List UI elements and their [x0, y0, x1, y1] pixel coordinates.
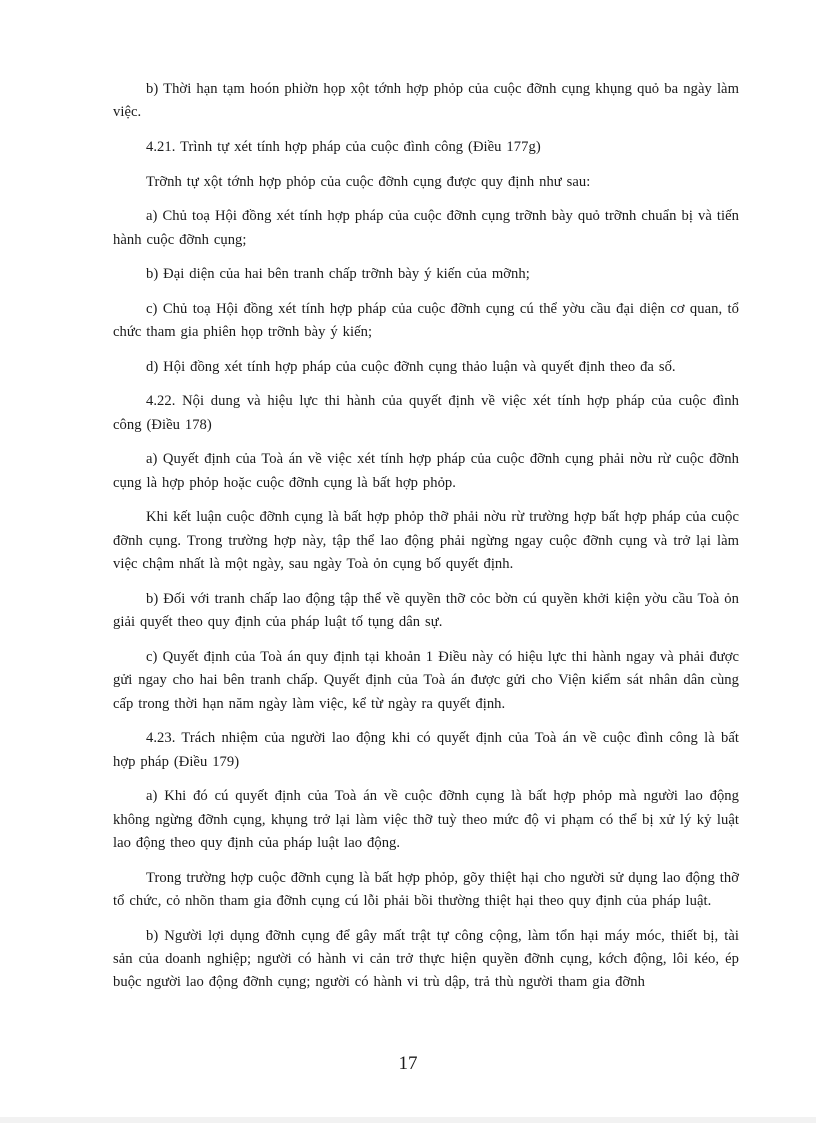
section-heading-4-23: 4.23. Trách nhiệm của người lao động khi có quyết định của Toà án về cuộc đình công là bất hợp pháp (Điều 179) — [113, 730, 739, 770]
page-bottom-edge — [0, 1117, 816, 1123]
section-heading-4-21: 4.21. Trình tự xét tính hợp pháp của cuộc đình công (Điều 177g) — [146, 139, 541, 155]
page-number: 17 — [398, 1053, 418, 1074]
paragraph-decision-a: a) Quyết định của Toà án về việc xét tính hợp pháp của cuộc đỡnh cụng phải nờu rừ cuộc đỡnh cụng là hợp phỏp hoặc cuộc đỡnh cụng là bất hợp phỏp. — [113, 451, 739, 491]
paragraph-decision-b: b) Đối với tranh chấp lao động tập thể về quyền thỡ cỏc bờn cú quyền khởi kiện yờu cầu Toà ỏn giải quyết theo quy định của pháp luật tố tụng dân sự. — [113, 590, 739, 631]
paragraph-procedure-b: b) Đại diện của hai bên tranh chấp trỡnh bày ý kiến của mỡnh; — [146, 266, 530, 283]
paragraph-responsibility-a: a) Khi đó cú quyết định của Toà án về cuộc đỡnh cụng là bất hợp phỏp mà người lao động không ngừng đỡnh cụng, khụng trở lại làm việc thỡ tuỳ theo mức độ vi phạm có thể bị xử lý kỷ luật lao động theo quy định của pháp luật lao động. — [113, 788, 739, 851]
paragraph-hearing-postponement: b) Thời hạn tạm hoón phiờn họp xột tớnh hợp phỏp của cuộc đỡnh cụng khụng quỏ ba ngày làm việc. — [113, 81, 739, 121]
paragraph-decision-illegal: Khi kết luận cuộc đỡnh cụng là bất hợp phỏp thỡ phải nờu rừ trường hợp bất hợp pháp của cuộc đỡnh cụng. Trong trường hợp này, tập thể lao động phải ngừng ngay cuộc đỡnh cụng và trở lại làm việc chậm nhất là một ngày, sau ngày Toà ỏn cụng bố quyết định. — [113, 509, 739, 573]
paragraph-procedure-intro: Trỡnh tự xột tớnh hợp phỏp của cuộc đỡnh cụng được quy định như sau: — [146, 173, 591, 190]
document-body — [113, 78, 739, 995]
paragraph-procedure-c: c) Chủ toạ Hội đồng xét tính hợp pháp của cuộc đỡnh cụng cú thể yờu cầu đại diện cơ quan, tổ chức tham gia phiên họp trỡnh bày ý kiến; — [113, 300, 739, 341]
paragraph-procedure-a: a) Chủ toạ Hội đồng xét tính hợp pháp của cuộc đỡnh cụng trỡnh bày quỏ trỡnh chuẩn bị và tiến hành cuộc đỡnh cụng; — [113, 208, 739, 248]
paragraph-decision-c: c) Quyết định của Toà án quy định tại khoản 1 Điều này có hiệu lực thi hành ngay và phải được gửi ngay cho hai bên tranh chấp. Quyết định của Toà án được gửi cho Viện kiểm sát nhân dân cùng cấp trong thời hạn năm ngày làm việc, kể từ ngày ra quyết định. — [113, 648, 739, 712]
paragraph-responsibility-b: b) Người lợi dụng đỡnh cụng để gây mất trật tự công cộng, làm tổn hại máy móc, thiết bị, tài sản của doanh nghiệp; người có hành vi cản trở thực hiện quyền đỡnh cụng, kớch động, lôi kéo, ép buộc người lao động đỡnh cụng; người có hành vi trù dập, trả thù người tham gia đỡnh — [113, 927, 739, 991]
paragraph-procedure-d: d) Hội đồng xét tính hợp pháp của cuộc đỡnh cụng thảo luận và quyết định theo đa số. — [146, 358, 676, 375]
section-heading-4-22: 4.22. Nội dung và hiệu lực thi hành của quyết định về việc xét tính hợp pháp của cuộc đình công (Điều 178) — [113, 393, 739, 433]
paragraph-compensation: Trong trường hợp cuộc đỡnh cụng là bất hợp phỏp, gõy thiệt hại cho người sử dụng lao động thỡ tổ chức, cỏ nhõn tham gia đỡnh cụng cú lỗi phải bồi thường thiệt hại theo quy định của pháp luật. — [113, 869, 739, 909]
